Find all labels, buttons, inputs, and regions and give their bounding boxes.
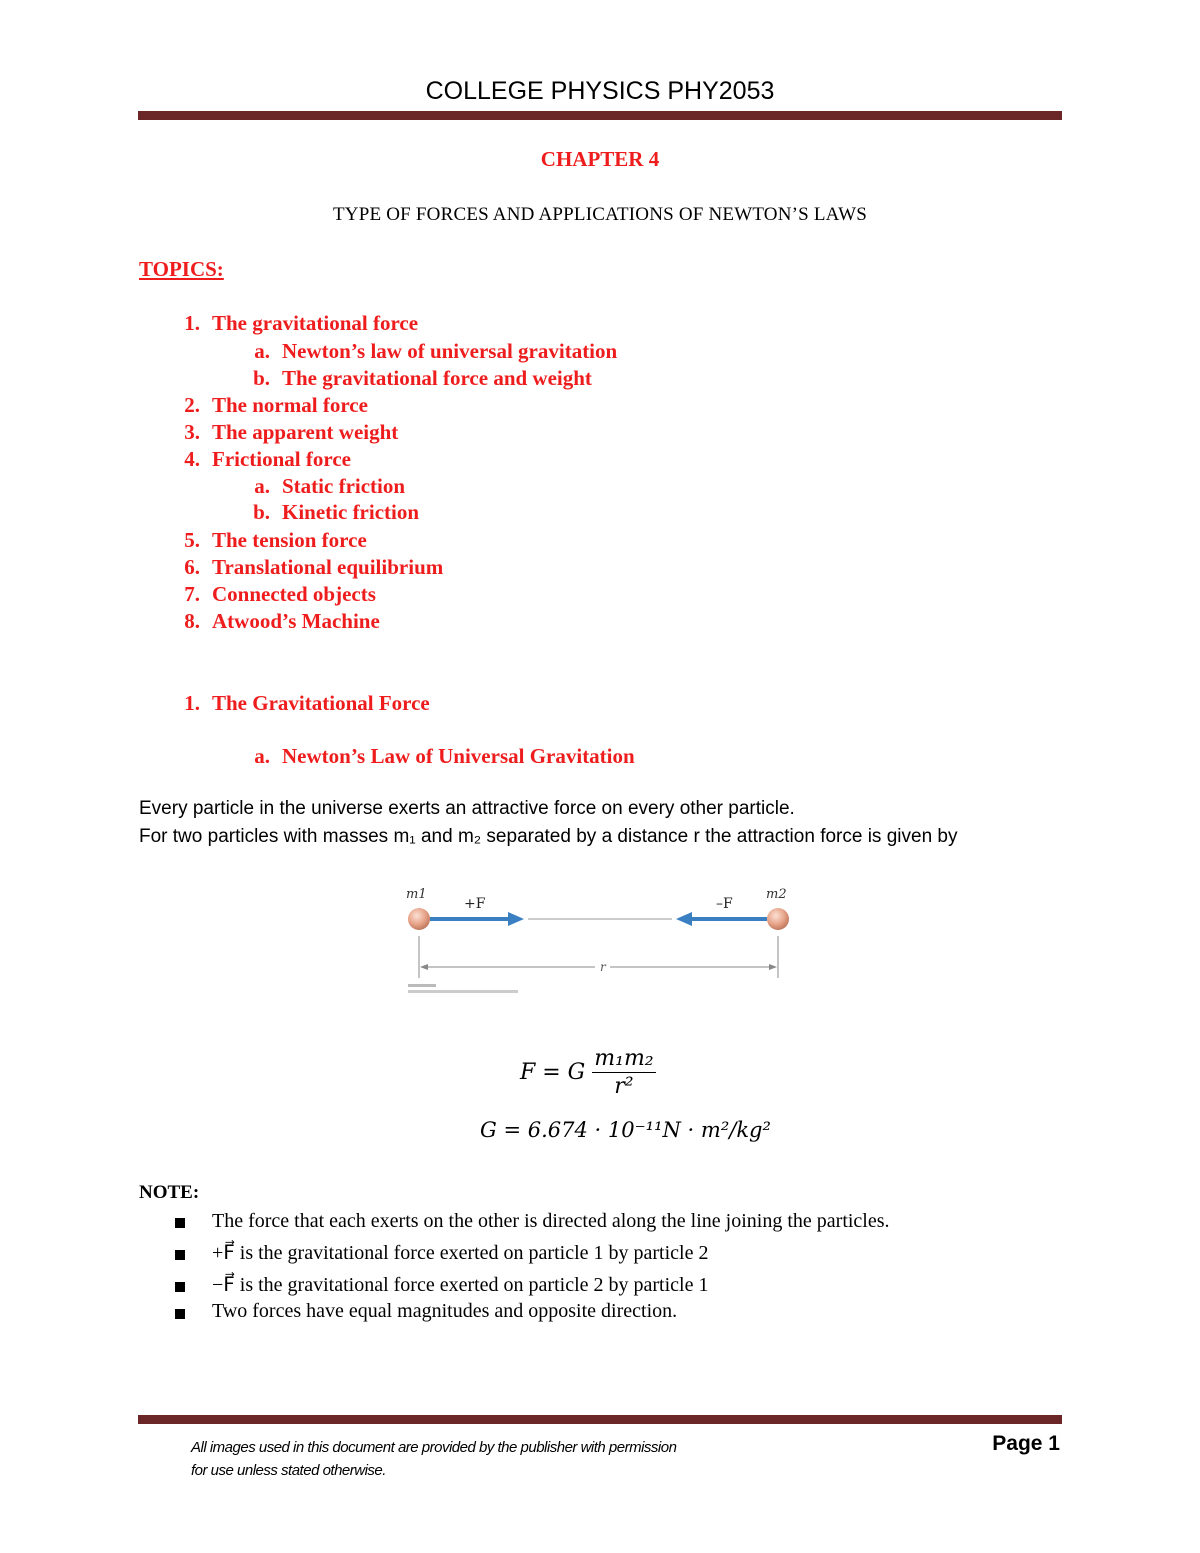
figure-caption-mark <box>408 990 518 993</box>
minus-f-label: –F <box>716 896 733 912</box>
note-item: Two forces have equal magnitudes and opposite direction. <box>212 1300 678 1322</box>
gravitation-formula: F = G $\frac{\text{m₁m₂}}{\text{r²}}$ <box>520 1046 654 1099</box>
minus-force-arrowhead <box>676 912 692 926</box>
g-constant-formula: G = 6.674 · 10⁻¹¹N · m²/kg² <box>480 1118 771 1142</box>
footer-line-1: All images used in this document are provided by the publisher with permission <box>191 1439 677 1456</box>
footer-rule <box>138 1415 1062 1424</box>
particle-1-sphere <box>408 908 430 930</box>
m1-label: m1 <box>406 887 427 902</box>
note-item: −F⃗ is the gravitational force exerted on particle 2 by particle 1 <box>212 1274 709 1296</box>
paragraph-2: For two particles with masses m₁ and m₂ separated by a distance r the attraction force is given by <box>139 826 958 847</box>
r-arrowhead-left <box>420 964 428 970</box>
m2-label: m2 <box>766 887 787 902</box>
footer-permission-note <box>191 1436 676 1482</box>
bullet-icon <box>175 1309 185 1319</box>
figure-caption-mark <box>408 984 436 987</box>
topics-label: TOPICS: <box>139 257 224 281</box>
note-item: The force that each exerts on the other is directed along the line joining the particles. <box>212 1210 890 1232</box>
bullet-icon <box>175 1218 185 1228</box>
gravitation-diagram-svg <box>400 880 810 1000</box>
header-rule <box>138 111 1062 120</box>
r-arrowhead-right <box>769 964 777 970</box>
fraction: $\frac{\text{m₁m₂}}{\text{r²}}$ <box>594 1046 654 1099</box>
bullet-icon <box>175 1282 185 1292</box>
plus-f-label: +F <box>464 896 486 912</box>
bullet-icon <box>175 1250 185 1260</box>
gravitation-figure <box>400 880 810 1000</box>
footer-line-2: for use unless stated otherwise. <box>191 1462 386 1479</box>
paragraph-1: Every particle in the universe exerts an attractive force on every other particle. <box>139 798 795 819</box>
chapter-label: CHAPTER 4 <box>540 147 660 171</box>
particle-2-sphere <box>767 908 789 930</box>
chapter-title: TYPE OF FORCES AND APPLICATIONS OF NEWTON’S LAWS <box>333 204 867 225</box>
r-label: r <box>600 960 606 974</box>
note-label: NOTE: <box>139 1182 200 1203</box>
plus-force-arrowhead <box>508 912 524 926</box>
note-item: +F⃗ is the gravitational force exerted on particle 1 by particle 2 <box>212 1242 709 1264</box>
document-header-title: COLLEGE PHYSICS PHY2053 <box>425 77 775 105</box>
page-number: Page 1 <box>992 1432 1060 1455</box>
